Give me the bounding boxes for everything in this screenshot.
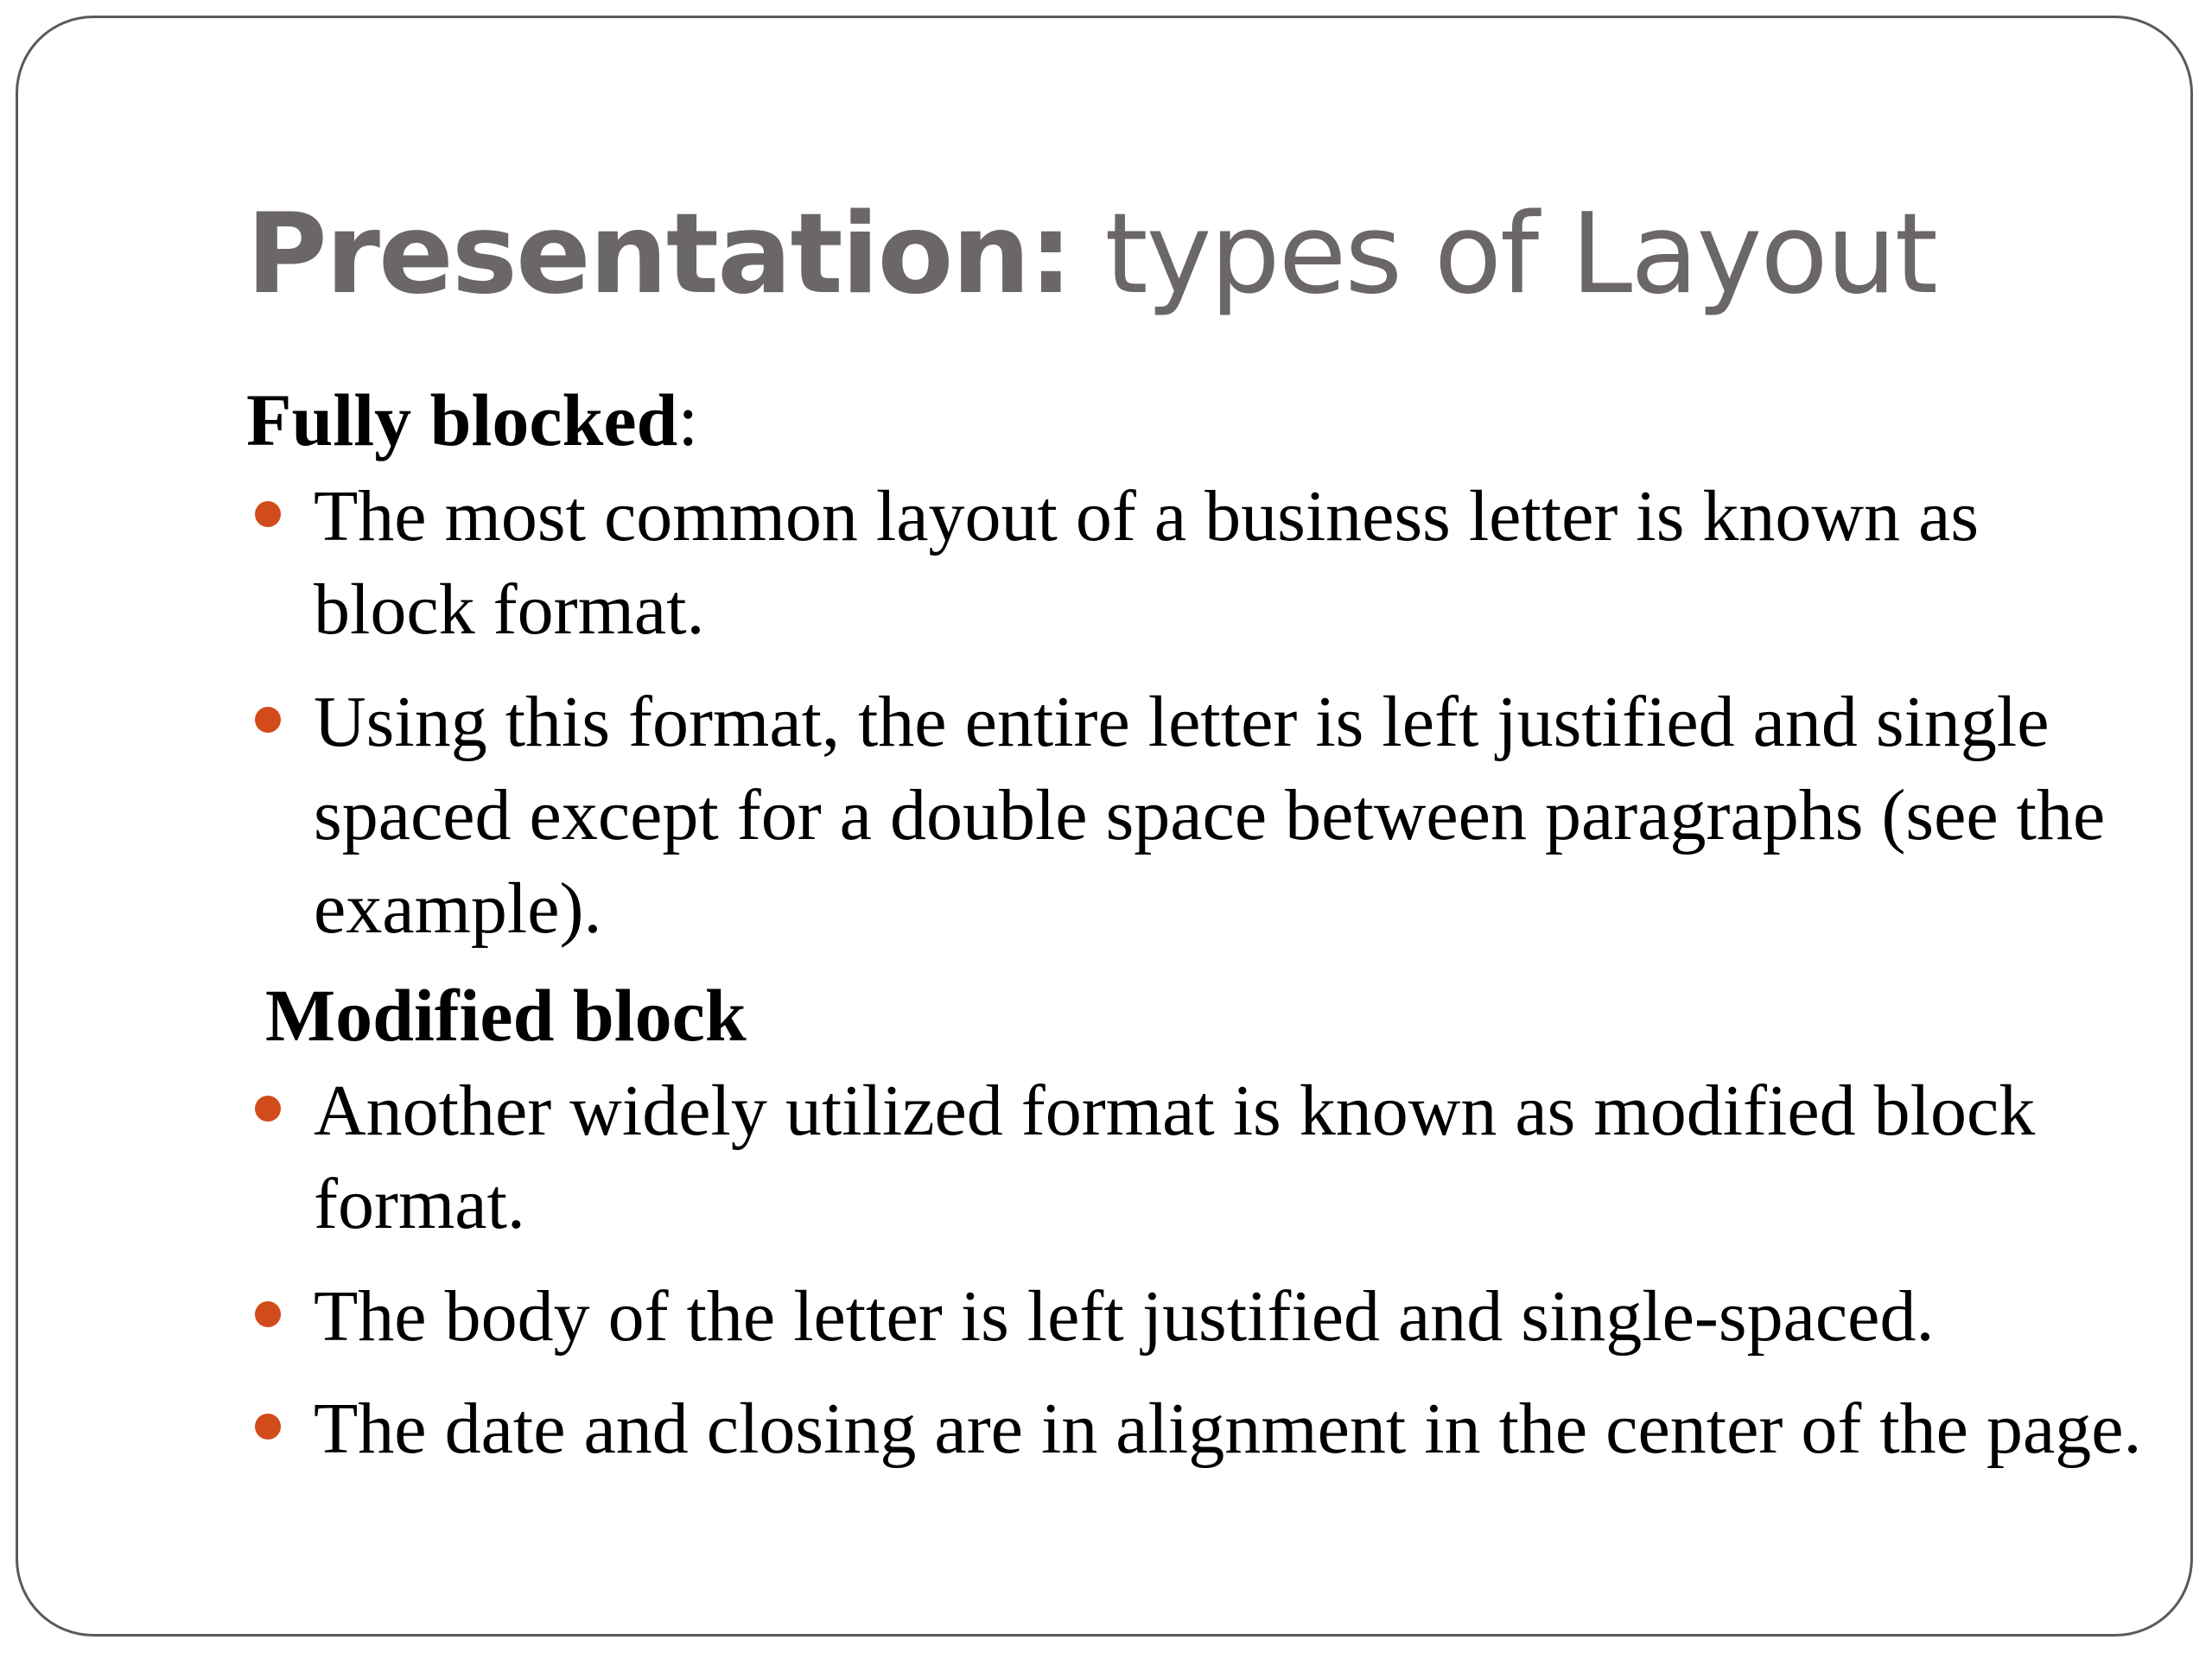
list-item [246, 1270, 2147, 1363]
slide-title [246, 190, 1936, 319]
title-regular-part: types of Layout [1071, 190, 1936, 319]
list-item [246, 676, 2147, 956]
section-heading-text: Fully blocked [246, 378, 678, 461]
bullet-dot-icon [255, 707, 281, 733]
list-item [246, 470, 2147, 657]
list-item [246, 1065, 2147, 1251]
bullet-text: The body of the letter is left justified and single-spaced. [314, 1276, 1935, 1357]
slide-frame [16, 16, 2193, 1637]
section-heading-modified-block [265, 975, 2147, 1057]
bullet-dot-icon [255, 501, 281, 527]
list-item [246, 1382, 2147, 1476]
bullet-text: Using this format, the entire letter is left justified and single spaced except for a double space between paragraphs (see the example). [314, 681, 2106, 949]
bullet-dot-icon [255, 1414, 281, 1440]
bullet-text: Another widely utilized format is known as modified block format. [314, 1071, 2036, 1245]
bullet-list-fully-blocked [246, 470, 2147, 956]
title-bold-part: Presentation: [246, 190, 1071, 319]
bullet-text: The most common layout of a business letter is known as block format. [314, 475, 1980, 650]
bullet-list-modified-block [246, 1065, 2147, 1476]
section-heading-colon: : [677, 378, 699, 461]
bullet-dot-icon [255, 1301, 281, 1327]
slide-body [246, 379, 2147, 1495]
section-heading-text: Modified block [265, 973, 747, 1057]
section-heading-fully-blocked [246, 379, 2147, 461]
bullet-dot-icon [255, 1096, 281, 1122]
bullet-text: The date and closing are in alignment in the center of the page. [314, 1389, 2142, 1470]
